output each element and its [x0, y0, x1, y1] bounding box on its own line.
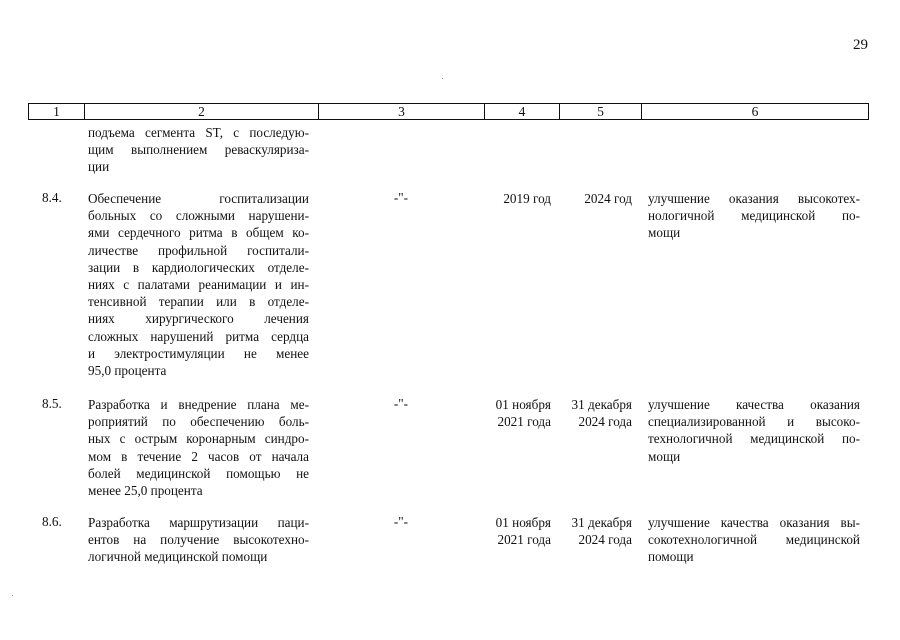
description-line: Разработка и внедрение плана ме- [88, 397, 309, 412]
header-col-3: 3 [318, 104, 484, 119]
result-line: нологичной медицинской по- [648, 208, 860, 224]
row-result [648, 514, 860, 566]
start-date-line: 2021 года [497, 414, 551, 430]
row-executor: -"- [393, 514, 409, 529]
result-line: улучшение качества оказания [648, 397, 860, 412]
row-description [88, 190, 309, 379]
description-line: и электростимуляции не менее [88, 345, 309, 361]
start-date-line: 2019 год [503, 191, 551, 206]
row-number: 8.4. [42, 190, 62, 205]
result-line: улучшение оказания высокотех- [648, 191, 860, 206]
row-number: 8.5. [42, 396, 62, 411]
description-line: подъема сегмента ST, с последую- [88, 125, 309, 140]
row-executor: -"- [393, 190, 409, 205]
description-line: роприятий по обеспечению боль- [88, 414, 309, 430]
header-col-5: 5 [559, 104, 641, 119]
row-result [648, 190, 860, 242]
description-line: болей медицинской помощью не [88, 465, 309, 481]
start-date-line: 01 ноября [495, 515, 551, 530]
header-col-2: 2 [84, 104, 318, 119]
row-start-date [483, 396, 551, 430]
description-line: ентов на получение высокотехно- [88, 532, 309, 548]
end-date-line: 2024 год [584, 191, 632, 206]
row-end-date [558, 190, 632, 207]
header-col-4: 4 [484, 104, 559, 119]
result-line: мощи [648, 448, 681, 464]
end-date-line: 2024 года [578, 532, 632, 548]
header-col-6: 6 [641, 104, 868, 119]
continuation-description [88, 124, 309, 176]
end-date-line: 31 декабря [571, 397, 632, 412]
page-number: 29 [853, 37, 868, 53]
row-end-date [558, 396, 632, 430]
table-header-row [28, 103, 869, 120]
description-line: личестве профильной госпитали- [88, 242, 309, 258]
start-date-line: 01 ноября [495, 397, 551, 412]
description-line: менее 25,0 процента [88, 483, 203, 499]
row-start-date [483, 190, 551, 207]
description-line: мом в течение 2 часов от начала [88, 448, 309, 464]
row-result [648, 396, 860, 465]
description-line: щим выполнением реваскуляриза- [88, 142, 309, 158]
result-line: специализированной и высоко- [648, 414, 860, 430]
result-line: мощи [648, 225, 681, 241]
description-line: Разработка маршрутизации паци- [88, 515, 309, 530]
description-line: зации в кардиологических отделе- [88, 259, 309, 275]
header-col-1: 1 [53, 104, 60, 119]
scan-speck [442, 78, 443, 79]
description-line: ниях с палатами реанимации и ин- [88, 277, 309, 293]
description-line: ями сердечного ритма в общем ко- [88, 225, 309, 241]
end-date-line: 2024 года [578, 414, 632, 430]
result-line: сокотехнологичной медицинской [648, 532, 860, 548]
result-line: технологичной медицинской по- [648, 431, 860, 447]
description-line: ных с острым коронарным синдро- [88, 431, 309, 447]
row-executor: -"- [393, 396, 409, 411]
description-line: 95,0 процента [88, 363, 167, 379]
result-line: улучшение качества оказания вы- [648, 515, 860, 530]
description-line: тенсивной терапии или в отделе- [88, 294, 309, 310]
description-line: ции [88, 159, 110, 175]
description-line: ниях хирургического лечения [88, 311, 309, 327]
description-line: Обеспечение госпитализации [88, 191, 309, 206]
row-number: 8.6. [42, 514, 62, 529]
row-start-date [483, 514, 551, 548]
row-description [88, 514, 309, 566]
start-date-line: 2021 года [497, 532, 551, 548]
description-line: больных со сложными нарушени- [88, 208, 309, 224]
description-line: сложных нарушений ритма сердца [88, 328, 309, 344]
row-description [88, 396, 309, 499]
description-line: логичной медицинской помощи [88, 549, 268, 565]
row-end-date [558, 514, 632, 548]
end-date-line: 31 декабря [571, 515, 632, 530]
result-line: помощи [648, 549, 694, 565]
scan-speck [12, 595, 13, 596]
